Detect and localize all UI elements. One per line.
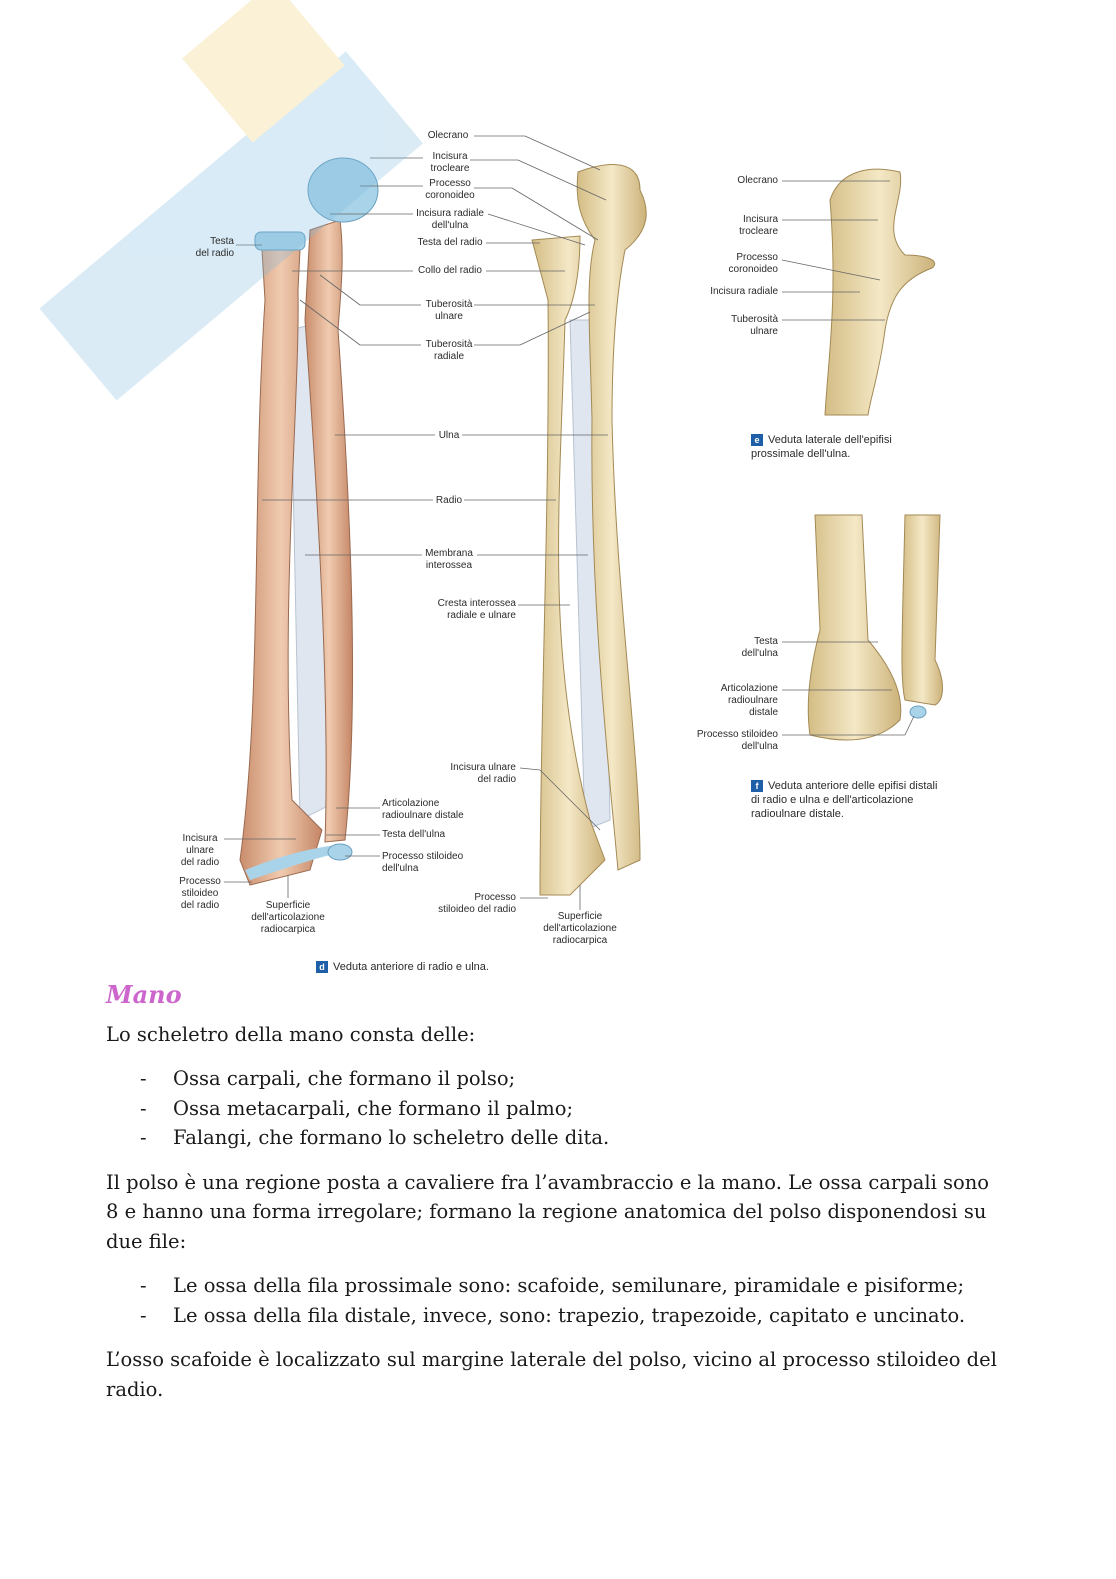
caption-f-text: Veduta anteriore delle epifisi distali di radio e ulna e dell'articolazione radioulnare distale. [751, 780, 938, 820]
label-e-olecrano: Olecrano [737, 175, 778, 186]
label-testa-radio-left: Testa del radio [195, 236, 234, 259]
caption-e [751, 433, 951, 461]
list-item: - Le ossa della fila prossimale sono: scafoide, semilunare, piramidale e pisiforme; [106, 1271, 1006, 1301]
list-item: - Ossa metacarpali, che formano il palmo; [106, 1094, 1006, 1124]
label-testa-ulna: Testa dell'ulna [382, 829, 446, 840]
label-e-incisura-trocleare: Incisura trocleare [739, 214, 778, 237]
label-superficie-left: Superficie dell'articolazione radiocarpica [251, 900, 325, 935]
label-incisura-ulnare-left: Incisura ulnare del radio [180, 833, 220, 868]
label-e-processo-coronoideo: Processo coronoideo [728, 252, 778, 275]
caption-d-badge: d [316, 961, 328, 973]
bullet-dash: - [140, 1096, 147, 1120]
list-item: - Falangi, che formano lo scheletro delle dita. [106, 1123, 1006, 1153]
label-superficie-right: Superficie dell'articolazione radiocarpica [543, 911, 617, 946]
label-ulna: Ulna [438, 430, 460, 441]
panel-f-drawing [808, 515, 942, 740]
list-item: - Ossa carpali, che formano il polso; [106, 1064, 1006, 1094]
bullet-dash: - [140, 1067, 147, 1090]
label-incisura-trocleare: Incisura trocleare [430, 151, 470, 174]
bone-groups-list [106, 1064, 1006, 1153]
carpal-rows-list [106, 1271, 1006, 1330]
label-tuberosita-radiale: Tuberosità radiale [425, 339, 473, 362]
label-f-articolazione: Articolazione radioulnare distale [720, 683, 778, 718]
section-heading: Mano [106, 980, 182, 1009]
label-cresta-interossea: Cresta interossea radiale e ulnare [437, 598, 516, 621]
label-tuberosita-ulnare: Tuberosità ulnare [425, 299, 473, 322]
label-membrana-interossea: Membrana interossea [425, 548, 473, 571]
label-e-incisura-radiale: Incisura radiale [710, 286, 778, 297]
paragraph-3: L’osso scafoide è localizzato sul margine laterale del polso, vicino al processo stiloideo del radio. [106, 1348, 997, 1401]
label-f-processo-stiloideo: Processo stiloideo dell'ulna [696, 729, 778, 752]
label-f-testa-ulna: Testa dell'ulna [741, 636, 778, 659]
caption-e-badge: e [751, 434, 763, 446]
caption-d [316, 960, 489, 974]
bullet-dash: - [140, 1274, 147, 1297]
caption-e-text: Veduta laterale dell'epifisi prossimale dell'ulna. [751, 434, 892, 460]
bullet-dash: - [140, 1126, 147, 1149]
label-testa-del-radio: Testa del radio [417, 237, 483, 248]
label-incisura-radiale-ulna: Incisura radiale dell'ulna [416, 208, 484, 231]
label-radio: Radio [435, 495, 463, 506]
list-item: - Le ossa della fila distale, invece, sono: trapezio, trapezoide, capitato e uncinato. [106, 1301, 1006, 1331]
right-forearm-drawing [532, 165, 646, 895]
label-processo-coronoideo: Processo coronoideo [425, 178, 475, 201]
caption-f-badge: f [751, 780, 763, 792]
label-olecrano: Olecrano [427, 130, 469, 141]
caption-f [751, 779, 971, 821]
paragraph-2: Il polso è una regione posta a cavaliere fra l’avambraccio e la mano. Le ossa carpali sono 8 e hanno una forma irregolare; formano la regione anatomica del polso disponendosi su due file: [106, 1170, 990, 1253]
label-collo-del-radio: Collo del radio [418, 265, 482, 276]
bullet-dash: - [140, 1303, 147, 1327]
paragraph-1: Lo scheletro della mano consta delle: [106, 1022, 476, 1046]
label-articolazione-radioulnare: Articolazione radioulnare distale [382, 798, 464, 821]
document-body [106, 980, 1006, 1419]
label-processo-stiloideo-ulna: Processo stiloideo dell'ulna [382, 851, 464, 874]
label-processo-stiloideo-radio-right: Processo stiloideo del radio [438, 892, 516, 915]
label-incisura-ulnare-radio-right: Incisura ulnare del radio [450, 762, 516, 785]
ulnar-styloid-cartilage [328, 844, 352, 860]
caption-d-text: Veduta anteriore di radio e ulna. [333, 961, 489, 973]
label-processo-stiloideo-radio-left: Processo stiloideo del radio [179, 876, 221, 911]
label-e-tuberosita-ulnare: Tuberosità ulnare [731, 314, 778, 337]
